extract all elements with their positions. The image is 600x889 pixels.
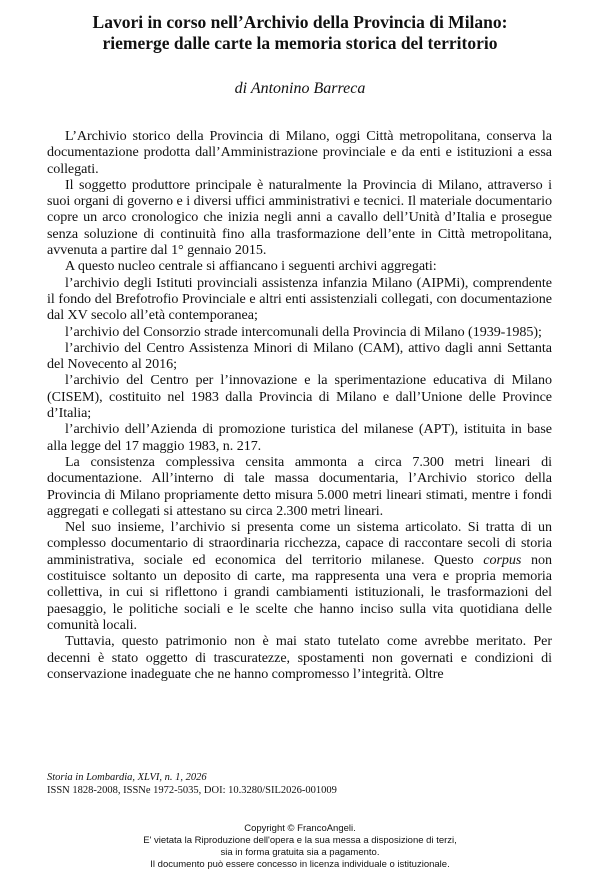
paragraph-overview bbox=[47, 519, 552, 633]
paragraph-intro: L’Archivio storico della Provincia di Milano, oggi Città metropolitana, conserva la documentazione prodotta dall’Amministrazione provinciale e da enti e istituzioni a essa collegati. bbox=[47, 128, 552, 177]
paragraph-archive-cisem: l’archivio del Centro per l’innovazione e la sperimentazione educativa di Milano (CISEM), costituito nel 1983 dalla Provincia di Milano e dall’Unione delle Province d’Italia; bbox=[47, 372, 552, 422]
title-line-2: riemerge dalle carte la memoria storica del territorio bbox=[102, 33, 498, 53]
journal-citation bbox=[47, 771, 552, 797]
paragraph-neglect: Tuttavia, questo patrimonio non è mai stato tutelato come avrebbe meritato. Per decenni è stato oggetto di trascuratezze, spostamenti non governati e condizioni di conservazione inadeguate che ne hanno compromesso l’integrità. Oltre bbox=[47, 633, 552, 682]
paragraph-consistency: La consistenza complessiva censita ammonta a circa 7.300 metri lineari di documentazione. All’interno di tale massa documentaria, l’Archivio storico della Provincia di Milano propriamente detto misura 5.000 metri lineari stimati, mentre i fondi aggregati e collegati si attestano su circa 2.300 metri lineari. bbox=[47, 453, 552, 519]
article-body bbox=[47, 128, 552, 682]
paragraph-archive-aipmi: l’archivio degli Istituti provinciali assistenza infanzia Milano (AIPMi), comprendente il fondo del Brefotrofio Provinciale e altri enti assistenziali collegati, con documentazione dal XV secolo all’età contemporanea; bbox=[47, 274, 552, 324]
copyright-notice bbox=[60, 823, 540, 871]
paragraph-archive-apt: l’archivio dell’Azienda di promozione turistica del milanese (APT), istituita in base alla legge del 17 maggio 1983, n. 217. bbox=[47, 421, 552, 454]
article-author: di Antonino Barreca bbox=[234, 80, 366, 97]
copyright-line-1: Copyright © FrancoAngeli. bbox=[244, 823, 356, 834]
paragraph-producer: Il soggetto produttore principale è naturalmente la Provincia di Milano, attraverso i suoi organi di governo e i diversi uffici amministrativi e tecnici. Il materiale documentario copre un arco cronologico che inizia negli anni a cavallo dell’Unità d’Italia e prosegue senza soluzione di continuità fino alla trasformazione dell’ente in Città metropolitana, avvenuta a partire dal 1° gennaio 2015. bbox=[47, 176, 552, 259]
overview-italic-term: corpus bbox=[483, 551, 522, 568]
overview-text-end: non costituisce soltanto un deposito di carte, ma rappresenta una vera e propria memoria collettiva, in cui si riflettono i grandi cambiamenti istituzionali, le trasformazioni del paesaggio, le politiche sociali e le scelte che hanno inciso sulla vita quotidiana delle comunità locali. bbox=[47, 551, 552, 633]
copyright-line-2: E' vietata la Riproduzione dell'opera e la sua messa a disposizione di terzi, bbox=[143, 835, 457, 846]
paragraph-archive-cam: l’archivio del Centro Assistenza Minori di Milano (CAM), attivo dagli anni Settanta del Novecento al 2016; bbox=[47, 339, 552, 373]
article-title bbox=[30, 12, 570, 54]
issn-doi: ISSN 1828-2008, ISSNe 1972-5035, DOI: 10.3280/SIL2026-001009 bbox=[47, 785, 337, 796]
paragraph-archive-consorzio: l’archivio del Consorzio strade intercomunali della Provincia di Milano (1939-1985); bbox=[65, 323, 542, 340]
paragraph-aggregates-intro: A questo nucleo centrale si affiancano i seguenti archivi aggregati: bbox=[65, 258, 437, 275]
copyright-line-3: sia in forma gratuita sia a pagamento. bbox=[220, 847, 380, 858]
title-line-1: Lavori in corso nell’Archivio della Provincia di Milano: bbox=[92, 12, 508, 32]
overview-text-start: Nel suo insieme, l’archivio si presenta come un sistema articolato. Si tratta di un complesso documentario di straordinaria ricchezza, capace di raccontare secoli di storia amministrativa, sociale ed economica del territorio milanese. Questo bbox=[47, 519, 552, 568]
journal-reference: Storia in Lombardia, XLVI, n. 1, 2026 bbox=[47, 772, 207, 783]
copyright-line-4: Il documento può essere concesso in licenza individuale o istituzionale. bbox=[150, 859, 450, 870]
